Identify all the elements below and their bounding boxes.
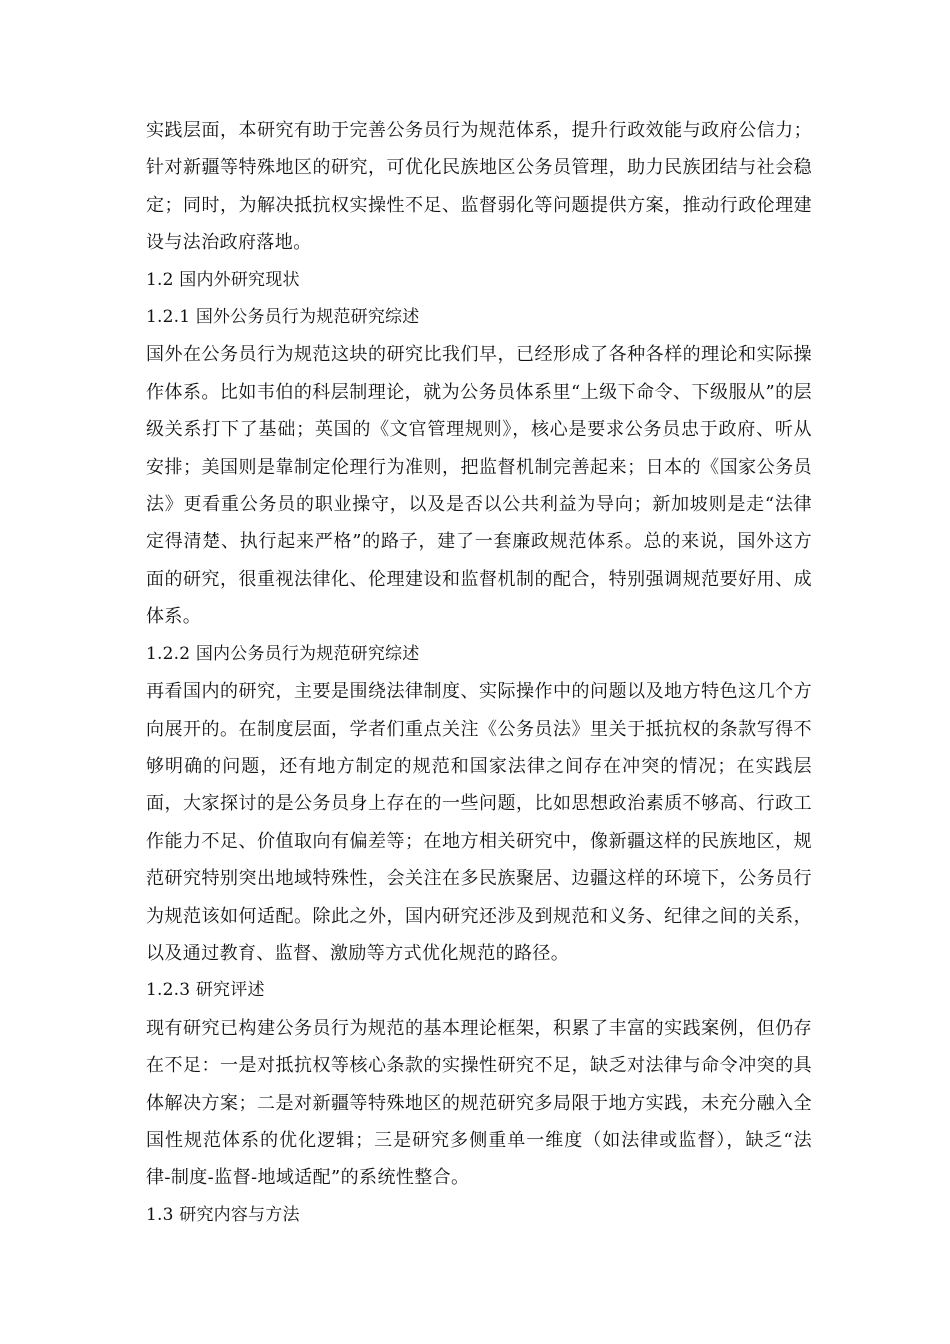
heading-1-2-3: 1.2.3 研究评述 — [146, 980, 265, 1001]
paragraph-practical-significance: 实践层面，本研究有助于完善公务员行为规范体系，提升行政效能与政府公信力；针对新疆等特殊地区的研究，可优化民族地区公务员管理，助力民族团结与社会稳定；同时，为解决抵抗权实操性不足、监督弱化等问题提供方案，推动行政伦理建设与法治政府落地。 — [146, 120, 812, 254]
heading-1-2-2: 1.2.2 国内公务员行为规范研究综述 — [146, 643, 420, 664]
document-body — [146, 112, 812, 1234]
heading-1-2: 1.2 国内外研究现状 — [146, 269, 300, 290]
heading-1-2-1: 1.2.1 国外公务员行为规范研究综述 — [146, 307, 420, 328]
paragraph-research-commentary: 现有研究已构建公务员行为规范的基本理论框架，积累了丰富的实践案例，但仍存在不足：一是对抵抗权等核心条款的实操性研究不足，缺乏对法律与命令冲突的具体解决方案；二是对新疆等特殊地区的规范研究多局限于地方实践，未充分融入全国性规范体系的优化逻辑；三是研究多侧重单一维度（如法律或监督），缺乏“法律-制度-监督-地域适配”的系统性整合。 — [146, 1017, 812, 1189]
heading-1-3: 1.3 研究内容与方法 — [146, 1204, 300, 1225]
paragraph-domestic-review: 再看国内的研究，主要是围绕法律制度、实际操作中的问题以及地方特色这几个方向展开的。在制度层面，学者们重点关注《公务员法》里关于抵抗权的条款写得不够明确的问题，还有地方制定的规范和国家法律之间存在冲突的情况；在实践层面，大家探讨的是公务员身上存在的一些问题，比如思想政治素质不够高、行政工作能力不足、价值取向有偏差等；在地方相关研究中，像新疆这样的民族地区，规范研究特别突出地域特殊性，会关注在多民族聚居、边疆这样的环境下，公务员行为规范该如何适配。除此之外，国内研究还涉及到规范和义务、纪律之间的关系，以及通过教育、监督、激励等方式优化规范的路径。 — [146, 681, 812, 964]
paragraph-foreign-review: 国外在公务员行为规范这块的研究比我们早，已经形成了各种各样的理论和实际操作体系。比如韦伯的科层制理论，就为公务员体系里“上级下命令、下级服从”的层级关系打下了基础；英国的《文官管理规则》，核心是要求公务员忠于政府、听从安排；美国则是靠制定伦理行为准则，把监督机制完善起来；日本的《国家公务员法》更看重公务员的职业操守，以及是否以公共利益为导向；新加坡则是走“法律定得清楚、执行起来严格”的路子，建了一套廉政规范体系。总的来说，国外这方面的研究，很重视法律化、伦理建设和监督机制的配合，特别强调规范要好用、成体系。 — [146, 344, 812, 628]
